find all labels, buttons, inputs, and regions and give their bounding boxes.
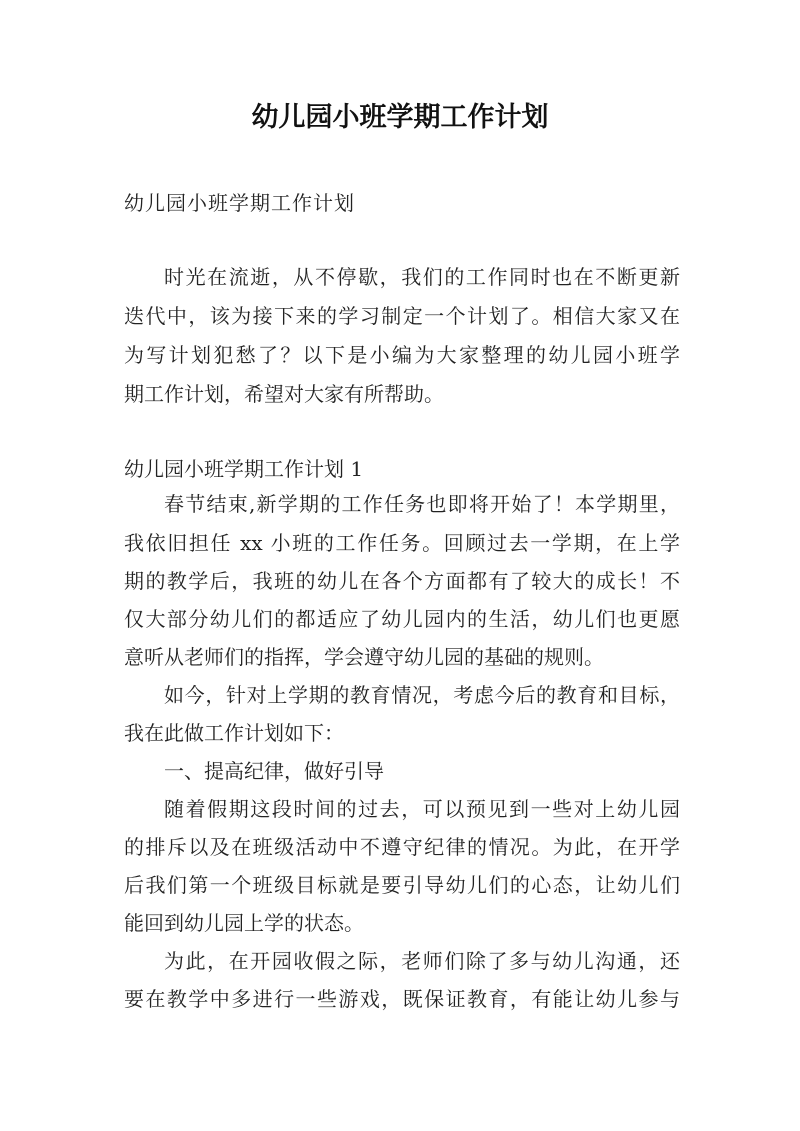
paragraph-line: 为此，在开园收假之际，老师们除了多与幼儿沟通，还 — [164, 949, 680, 973]
paragraph-line: 期的教学后，我班的幼儿在各个方面都有了较大的成长！不 — [124, 569, 680, 593]
paragraph-line: 我依旧担任 xx 小班的工作任务。回顾过去一学期，在上学 — [124, 531, 680, 555]
paragraph-line: 我在此做工作计划如下： — [124, 721, 344, 745]
section-title: 幼儿园小班学期工作计划 1 — [124, 457, 364, 481]
paragraph-line: 仅大部分幼儿们的都适应了幼儿园内的生活，幼儿们也更愿 — [124, 607, 680, 631]
paragraph-line: 随着假期这段时间的过去，可以预见到一些对上幼儿园 — [164, 797, 680, 821]
paragraph-line: 能回到幼儿园上学的状态。 — [124, 911, 364, 935]
document-title: 幼儿园小班学期工作计划 — [251, 102, 549, 133]
intro-line: 期工作计划，希望对大家有所帮助。 — [124, 382, 444, 406]
section-heading: 一、提高纪律，做好引导 — [164, 759, 384, 783]
intro-line: 为写计划犯愁了？以下是小编为大家整理的幼儿园小班学 — [124, 343, 680, 367]
paragraph-line: 要在教学中多进行一些游戏，既保证教育，有能让幼儿参与 — [124, 987, 680, 1011]
paragraph-line: 春节结束,新学期的工作任务也即将开始了！本学期里， — [164, 492, 680, 516]
paragraph-line: 如今，针对上学期的教育情况，考虑今后的教育和目标， — [164, 683, 680, 707]
document-subtitle: 幼儿园小班学期工作计划 — [124, 191, 355, 215]
paragraph-line: 后我们第一个班级目标就是要引导幼儿们的心态，让幼儿们 — [124, 873, 680, 897]
intro-line: 时光在流逝，从不停歇，我们的工作同时也在不断更新 — [164, 265, 680, 289]
paragraph-line: 意听从老师们的指挥，学会遵守幼儿园的基础的规则。 — [124, 645, 604, 669]
intro-line: 迭代中，该为接下来的学习制定一个计划了。相信大家又在 — [124, 304, 680, 328]
paragraph-line: 的排斥以及在班级活动中不遵守纪律的情况。为此，在开学 — [124, 835, 680, 859]
